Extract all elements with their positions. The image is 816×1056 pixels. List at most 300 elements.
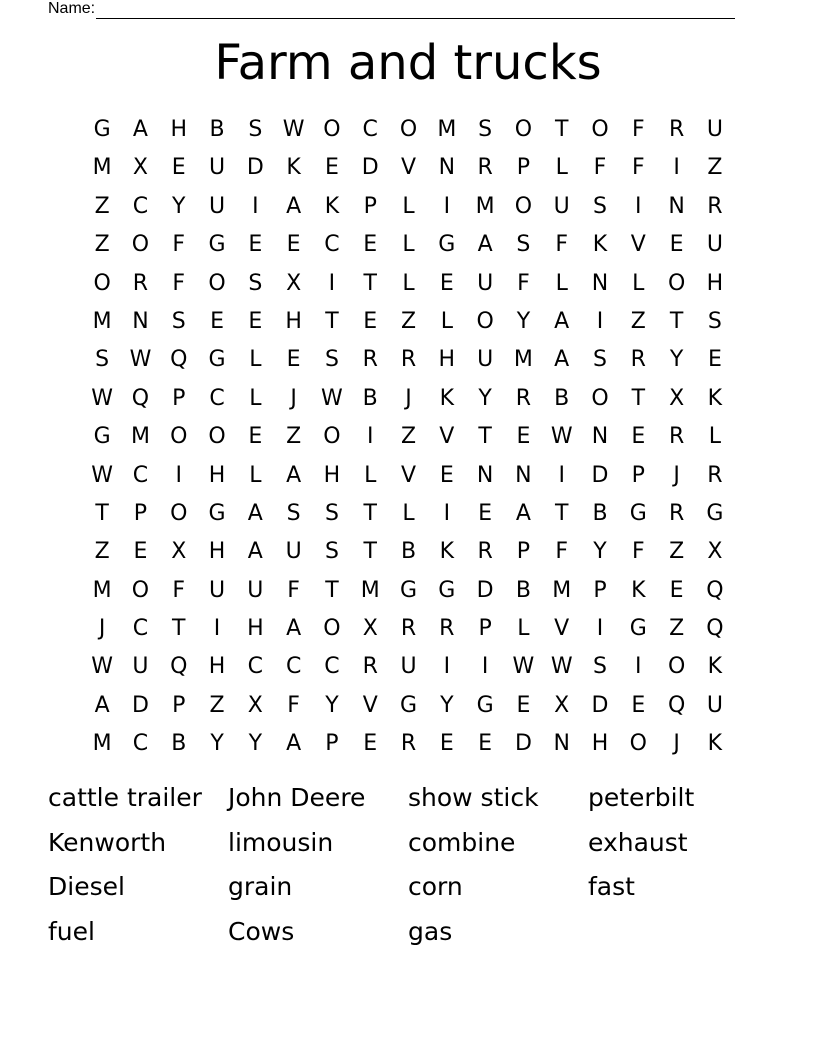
grid-letter: Z <box>94 232 110 258</box>
grid-letter: I <box>635 654 642 680</box>
grid-letter: S <box>324 347 339 373</box>
grid-letter: R <box>668 424 685 450</box>
grid-letter: A <box>515 500 531 526</box>
grid-letter: U <box>208 155 226 181</box>
grid-letter: I <box>328 270 336 296</box>
grid-letter: A <box>247 539 263 565</box>
grid-letter: S <box>95 347 110 373</box>
grid-letter: N <box>438 155 456 181</box>
grid-letter: O <box>514 117 533 142</box>
grid-letter: Q <box>170 654 188 680</box>
grid-letter: P <box>325 731 339 757</box>
word-bank-item: Cows <box>228 916 295 946</box>
grid-letter: O <box>323 616 341 642</box>
grid-letter: G <box>399 692 418 718</box>
word-bank-item: fast <box>588 872 635 901</box>
grid-letter: P <box>593 577 607 603</box>
grid-letter: S <box>286 500 301 526</box>
grid-letter: E <box>439 270 454 296</box>
grid-letter: L <box>517 616 530 642</box>
grid-letter: S <box>324 539 339 565</box>
grid-letter: J <box>290 385 297 411</box>
grid-letter: W <box>550 654 573 680</box>
grid-letter: R <box>630 347 646 373</box>
grid-letter: F <box>172 577 186 603</box>
grid-letter: E <box>363 232 378 258</box>
grid-letter: K <box>592 232 608 258</box>
grid-letter: L <box>708 424 722 450</box>
grid-letter: E <box>439 731 454 757</box>
grid-letter: E <box>133 539 148 565</box>
grid-letter: E <box>171 155 186 181</box>
grid-letter: G <box>629 616 647 642</box>
grid-letter: Y <box>172 193 186 219</box>
grid-letter: D <box>131 692 149 718</box>
grid-letter: N <box>591 270 609 296</box>
grid-letter: D <box>476 577 494 603</box>
grid-letter: R <box>400 347 417 373</box>
grid-letter: U <box>208 193 226 219</box>
grid-letter: V <box>400 462 417 488</box>
grid-letter: I <box>213 616 221 642</box>
grid-letter: W <box>91 385 114 411</box>
word-bank-item: gas <box>408 916 453 946</box>
word-bank <box>48 776 768 954</box>
word-bank-item: cattle trailer <box>48 783 202 812</box>
grid-letter: A <box>477 232 493 258</box>
grid-letter: E <box>478 731 493 757</box>
grid-letter: J <box>673 731 680 757</box>
grid-letter: O <box>131 577 150 603</box>
grid-letter: F <box>631 155 645 181</box>
grid-letter: Q <box>706 577 724 603</box>
grid-letter: E <box>516 424 531 450</box>
grid-letter: Y <box>440 692 454 718</box>
grid-letter: C <box>132 462 149 488</box>
grid-letter: E <box>707 347 722 373</box>
grid-letter: P <box>172 692 186 718</box>
grid-letter: B <box>171 731 187 757</box>
grid-letter: T <box>478 424 492 450</box>
grid-letter: K <box>707 654 723 680</box>
grid-letter: U <box>285 539 302 565</box>
grid-letter: X <box>132 155 148 181</box>
grid-letter: M <box>92 155 112 181</box>
grid-letter: H <box>438 347 456 373</box>
grid-letter: R <box>400 616 417 642</box>
grid-letter: O <box>399 117 418 142</box>
grid-letter: I <box>443 193 451 219</box>
grid-letter: S <box>324 500 339 526</box>
grid-letter: N <box>668 193 685 219</box>
grid-letter: T <box>325 308 339 334</box>
grid-letter: E <box>286 347 301 373</box>
grid-letter: P <box>363 193 377 219</box>
grid-letter: F <box>172 270 186 296</box>
grid-letter: U <box>477 270 494 296</box>
grid-letter: H <box>591 731 609 757</box>
grid-letter: H <box>170 117 188 142</box>
grid-letter: P <box>133 500 148 526</box>
grid-letter: I <box>635 193 642 219</box>
grid-letter: L <box>632 270 645 296</box>
grid-letter: T <box>554 117 569 142</box>
grid-letter: I <box>366 424 374 450</box>
grid-letter: T <box>631 385 646 411</box>
grid-letter: W <box>129 347 152 373</box>
grid-letter: O <box>323 117 341 142</box>
grid-letter: X <box>247 692 263 718</box>
grid-letter: X <box>362 616 378 642</box>
grid-letter: O <box>208 270 226 296</box>
grid-letter: V <box>630 232 646 258</box>
grid-letter: O <box>591 385 609 411</box>
name-label: Name: <box>48 0 96 17</box>
grid-letter: A <box>554 347 570 373</box>
grid-letter: K <box>707 731 723 757</box>
grid-letter: E <box>631 424 646 450</box>
grid-letter: P <box>478 616 492 642</box>
grid-letter: C <box>324 654 340 680</box>
grid-letter: U <box>400 654 417 680</box>
grid-letter: H <box>208 539 226 565</box>
grid-letter: G <box>208 500 226 526</box>
grid-letter: U <box>553 193 570 219</box>
grid-letter: Y <box>478 385 492 411</box>
grid-letter: B <box>400 539 417 565</box>
grid-letter: X <box>171 539 187 565</box>
grid-letter: C <box>324 232 340 258</box>
grid-letter: P <box>631 462 645 488</box>
grid-letter: O <box>514 193 533 219</box>
grid-letter: I <box>596 616 604 642</box>
grid-letter: H <box>323 462 341 488</box>
grid-letter: B <box>515 577 531 603</box>
grid-letter: A <box>286 462 302 488</box>
grid-letter: E <box>669 232 684 258</box>
grid-letter: K <box>439 385 455 411</box>
grid-letter: G <box>399 577 418 603</box>
grid-letter: S <box>593 654 607 680</box>
grid-letter: O <box>323 424 341 450</box>
grid-letter: W <box>282 117 305 142</box>
grid-letter: S <box>171 308 186 334</box>
grid-letter: N <box>553 731 570 757</box>
grid-letter: G <box>438 577 456 603</box>
grid-letter: J <box>673 462 680 488</box>
grid-letter: L <box>402 193 415 219</box>
grid-letter: Z <box>286 424 302 450</box>
grid-letter: A <box>554 308 570 334</box>
grid-letter: B <box>209 117 225 142</box>
grid-letter: G <box>476 692 494 718</box>
grid-letter: R <box>400 731 417 757</box>
grid-letter: D <box>361 155 379 181</box>
grid-letter: S <box>593 193 607 219</box>
grid-letter: H <box>285 308 302 334</box>
grid-letter: B <box>592 500 608 526</box>
grid-letter: M <box>92 731 112 757</box>
grid-letter: F <box>631 539 645 565</box>
grid-letter: W <box>91 654 114 680</box>
grid-letter: K <box>439 539 455 565</box>
grid-letter: S <box>248 117 263 142</box>
grid-letter: Q <box>706 616 724 642</box>
word-bank-item: grain <box>228 872 293 901</box>
grid-letter: A <box>286 731 302 757</box>
grid-letter: G <box>438 232 456 258</box>
grid-letter: M <box>360 577 380 603</box>
grid-letter: R <box>362 654 378 680</box>
grid-letter: Z <box>669 539 685 565</box>
grid-letter: C <box>132 731 149 757</box>
grid-letter: Q <box>131 385 150 411</box>
grid-letter: C <box>285 654 302 680</box>
grid-letter: S <box>593 347 607 373</box>
letter-grid <box>83 111 734 764</box>
grid-letter: M <box>552 577 572 603</box>
grid-letter: K <box>324 193 340 219</box>
word-bank-item: limousin <box>228 827 334 857</box>
grid-letter: O <box>170 500 188 526</box>
grid-letter: I <box>481 654 489 680</box>
grid-letter: G <box>93 117 111 142</box>
word-bank-item: John Deere <box>228 783 366 812</box>
grid-letter: A <box>286 193 302 219</box>
grid-letter: N <box>515 462 532 488</box>
grid-letter: Z <box>669 616 685 642</box>
grid-letter: T <box>363 270 377 296</box>
grid-letter: K <box>631 577 646 603</box>
grid-letter: J <box>405 385 412 411</box>
grid-letter: L <box>249 385 262 411</box>
grid-letter: O <box>476 308 494 334</box>
grid-letter: H <box>247 616 264 642</box>
grid-letter: E <box>363 308 378 334</box>
grid-letter: U <box>208 577 226 603</box>
grid-letter: R <box>668 117 685 142</box>
name-blank-line <box>96 3 735 19</box>
grid-letter: T <box>669 308 684 334</box>
grid-letter: C <box>132 193 149 219</box>
grid-letter: V <box>362 692 378 718</box>
grid-letter: P <box>516 155 531 181</box>
grid-letter: M <box>513 347 533 373</box>
grid-letter: O <box>667 654 686 680</box>
grid-letter: G <box>208 347 226 373</box>
grid-letter: U <box>132 654 149 680</box>
grid-letter: I <box>558 462 565 488</box>
grid-letter: M <box>92 308 112 334</box>
grid-letter: W <box>512 654 535 680</box>
grid-letter: U <box>706 232 723 258</box>
grid-letter: I <box>443 654 451 680</box>
grid-letter: N <box>591 424 609 450</box>
grid-letter: I <box>252 193 259 219</box>
grid-letter: P <box>172 385 186 411</box>
grid-letter: B <box>554 385 570 411</box>
grid-letter: U <box>247 577 264 603</box>
grid-letter: O <box>131 232 150 258</box>
grid-letter: X <box>554 692 570 718</box>
grid-letter: E <box>324 155 339 181</box>
grid-letter: Y <box>669 347 684 373</box>
grid-letter: W <box>550 424 573 450</box>
grid-letter: T <box>554 500 569 526</box>
grid-letter: M <box>92 577 112 603</box>
grid-letter: C <box>362 117 378 142</box>
grid-letter: Z <box>400 424 417 450</box>
grid-letter: D <box>591 462 609 488</box>
grid-letter: A <box>286 616 302 642</box>
grid-letter: W <box>91 462 114 488</box>
grid-letter: G <box>706 500 724 526</box>
grid-letter: Z <box>400 308 417 334</box>
grid-letter: Y <box>593 539 607 565</box>
grid-letter: T <box>363 500 377 526</box>
grid-letter: D <box>246 155 264 181</box>
grid-letter: F <box>555 539 569 565</box>
grid-letter: S <box>248 270 263 296</box>
grid-letter: I <box>596 308 604 334</box>
word-bank-item: corn <box>408 872 463 901</box>
grid-letter: R <box>439 616 455 642</box>
grid-letter: Q <box>667 692 686 718</box>
grid-letter: E <box>669 577 684 603</box>
grid-letter: L <box>402 500 415 526</box>
grid-letter: M <box>130 424 150 450</box>
grid-letter: D <box>591 692 609 718</box>
grid-letter: R <box>132 270 149 296</box>
grid-letter: G <box>208 232 226 258</box>
grid-letter: W <box>321 385 343 411</box>
grid-letter: I <box>175 462 182 488</box>
grid-letter: Y <box>210 731 224 757</box>
word-bank-item: Diesel <box>48 872 125 901</box>
name-field <box>48 0 735 19</box>
grid-letter: M <box>475 193 495 219</box>
grid-letter: V <box>554 616 570 642</box>
grid-letter: Z <box>94 539 110 565</box>
word-bank-item: exhaust <box>588 827 688 857</box>
grid-letter: O <box>667 270 686 296</box>
grid-letter: F <box>517 270 530 296</box>
grid-letter: P <box>516 539 531 565</box>
grid-letter: A <box>247 500 263 526</box>
grid-letter: Z <box>94 193 110 219</box>
grid-letter: L <box>402 232 415 258</box>
grid-letter: R <box>707 462 723 488</box>
grid-letter: X <box>286 270 302 296</box>
grid-letter: C <box>247 654 264 680</box>
grid-letter: O <box>591 117 609 142</box>
grid-letter: E <box>210 308 224 334</box>
grid-letter: F <box>631 117 645 142</box>
grid-letter: I <box>673 155 680 181</box>
grid-letter: U <box>477 347 494 373</box>
grid-letter: T <box>363 539 377 565</box>
grid-letter: H <box>208 654 226 680</box>
grid-letter: K <box>707 385 723 411</box>
grid-letter: A <box>132 117 148 142</box>
word-bank-item: fuel <box>48 916 95 946</box>
grid-letter: Y <box>325 692 339 718</box>
grid-letter: R <box>477 539 493 565</box>
grid-letter: U <box>706 692 723 718</box>
grid-letter: E <box>286 232 301 258</box>
grid-letter: R <box>515 385 532 411</box>
grid-letter: E <box>248 424 263 450</box>
grid-letter: T <box>95 500 109 526</box>
grid-letter: M <box>437 117 457 142</box>
grid-letter: T <box>325 577 339 603</box>
grid-letter: Z <box>209 692 225 718</box>
grid-letter: O <box>208 424 226 450</box>
grid-letter: E <box>631 692 646 718</box>
grid-letter: H <box>208 462 226 488</box>
grid-letter: E <box>248 232 263 258</box>
grid-letter: I <box>443 500 451 526</box>
grid-letter: C <box>132 616 149 642</box>
grid-letter: S <box>516 232 531 258</box>
page-title: Farm and trucks <box>214 35 602 91</box>
grid-letter: L <box>555 155 568 181</box>
grid-letter: L <box>364 462 377 488</box>
grid-letter: O <box>93 270 111 296</box>
grid-letter: J <box>98 616 106 642</box>
grid-letter: E <box>478 500 493 526</box>
grid-letter: V <box>400 155 417 181</box>
grid-letter: Y <box>516 308 531 334</box>
grid-letter: F <box>172 232 186 258</box>
grid-letter: E <box>439 462 454 488</box>
grid-letter: L <box>249 462 262 488</box>
grid-letter: Z <box>630 308 646 334</box>
grid-letter: G <box>629 500 647 526</box>
grid-letter: E <box>363 731 378 757</box>
grid-letter: F <box>555 232 569 258</box>
grid-letter: R <box>668 500 685 526</box>
grid-letter: S <box>478 117 493 142</box>
grid-letter: L <box>402 270 415 296</box>
grid-letter: S <box>707 308 722 334</box>
grid-letter: T <box>172 616 186 642</box>
grid-letter: L <box>555 270 568 296</box>
grid-letter: L <box>249 347 262 373</box>
grid-letter: G <box>93 424 111 450</box>
word-bank-item: show stick <box>408 783 539 812</box>
grid-letter: A <box>94 692 110 718</box>
grid-letter: R <box>707 193 723 219</box>
grid-letter: F <box>287 577 300 603</box>
word-bank-item: combine <box>408 827 516 857</box>
grid-letter: O <box>170 424 188 450</box>
grid-letter: X <box>669 385 685 411</box>
grid-letter: R <box>477 155 493 181</box>
grid-letter: N <box>132 308 149 334</box>
word-bank-item: peterbilt <box>588 783 695 812</box>
grid-letter: X <box>707 539 723 565</box>
grid-letter: R <box>362 347 378 373</box>
grid-letter: N <box>476 462 494 488</box>
grid-letter: H <box>706 270 724 296</box>
grid-letter: E <box>516 692 531 718</box>
grid-letter: F <box>593 155 607 181</box>
grid-letter: Q <box>170 347 188 373</box>
grid-letter: O <box>629 731 647 757</box>
grid-letter: L <box>440 308 453 334</box>
grid-letter: C <box>209 385 225 411</box>
